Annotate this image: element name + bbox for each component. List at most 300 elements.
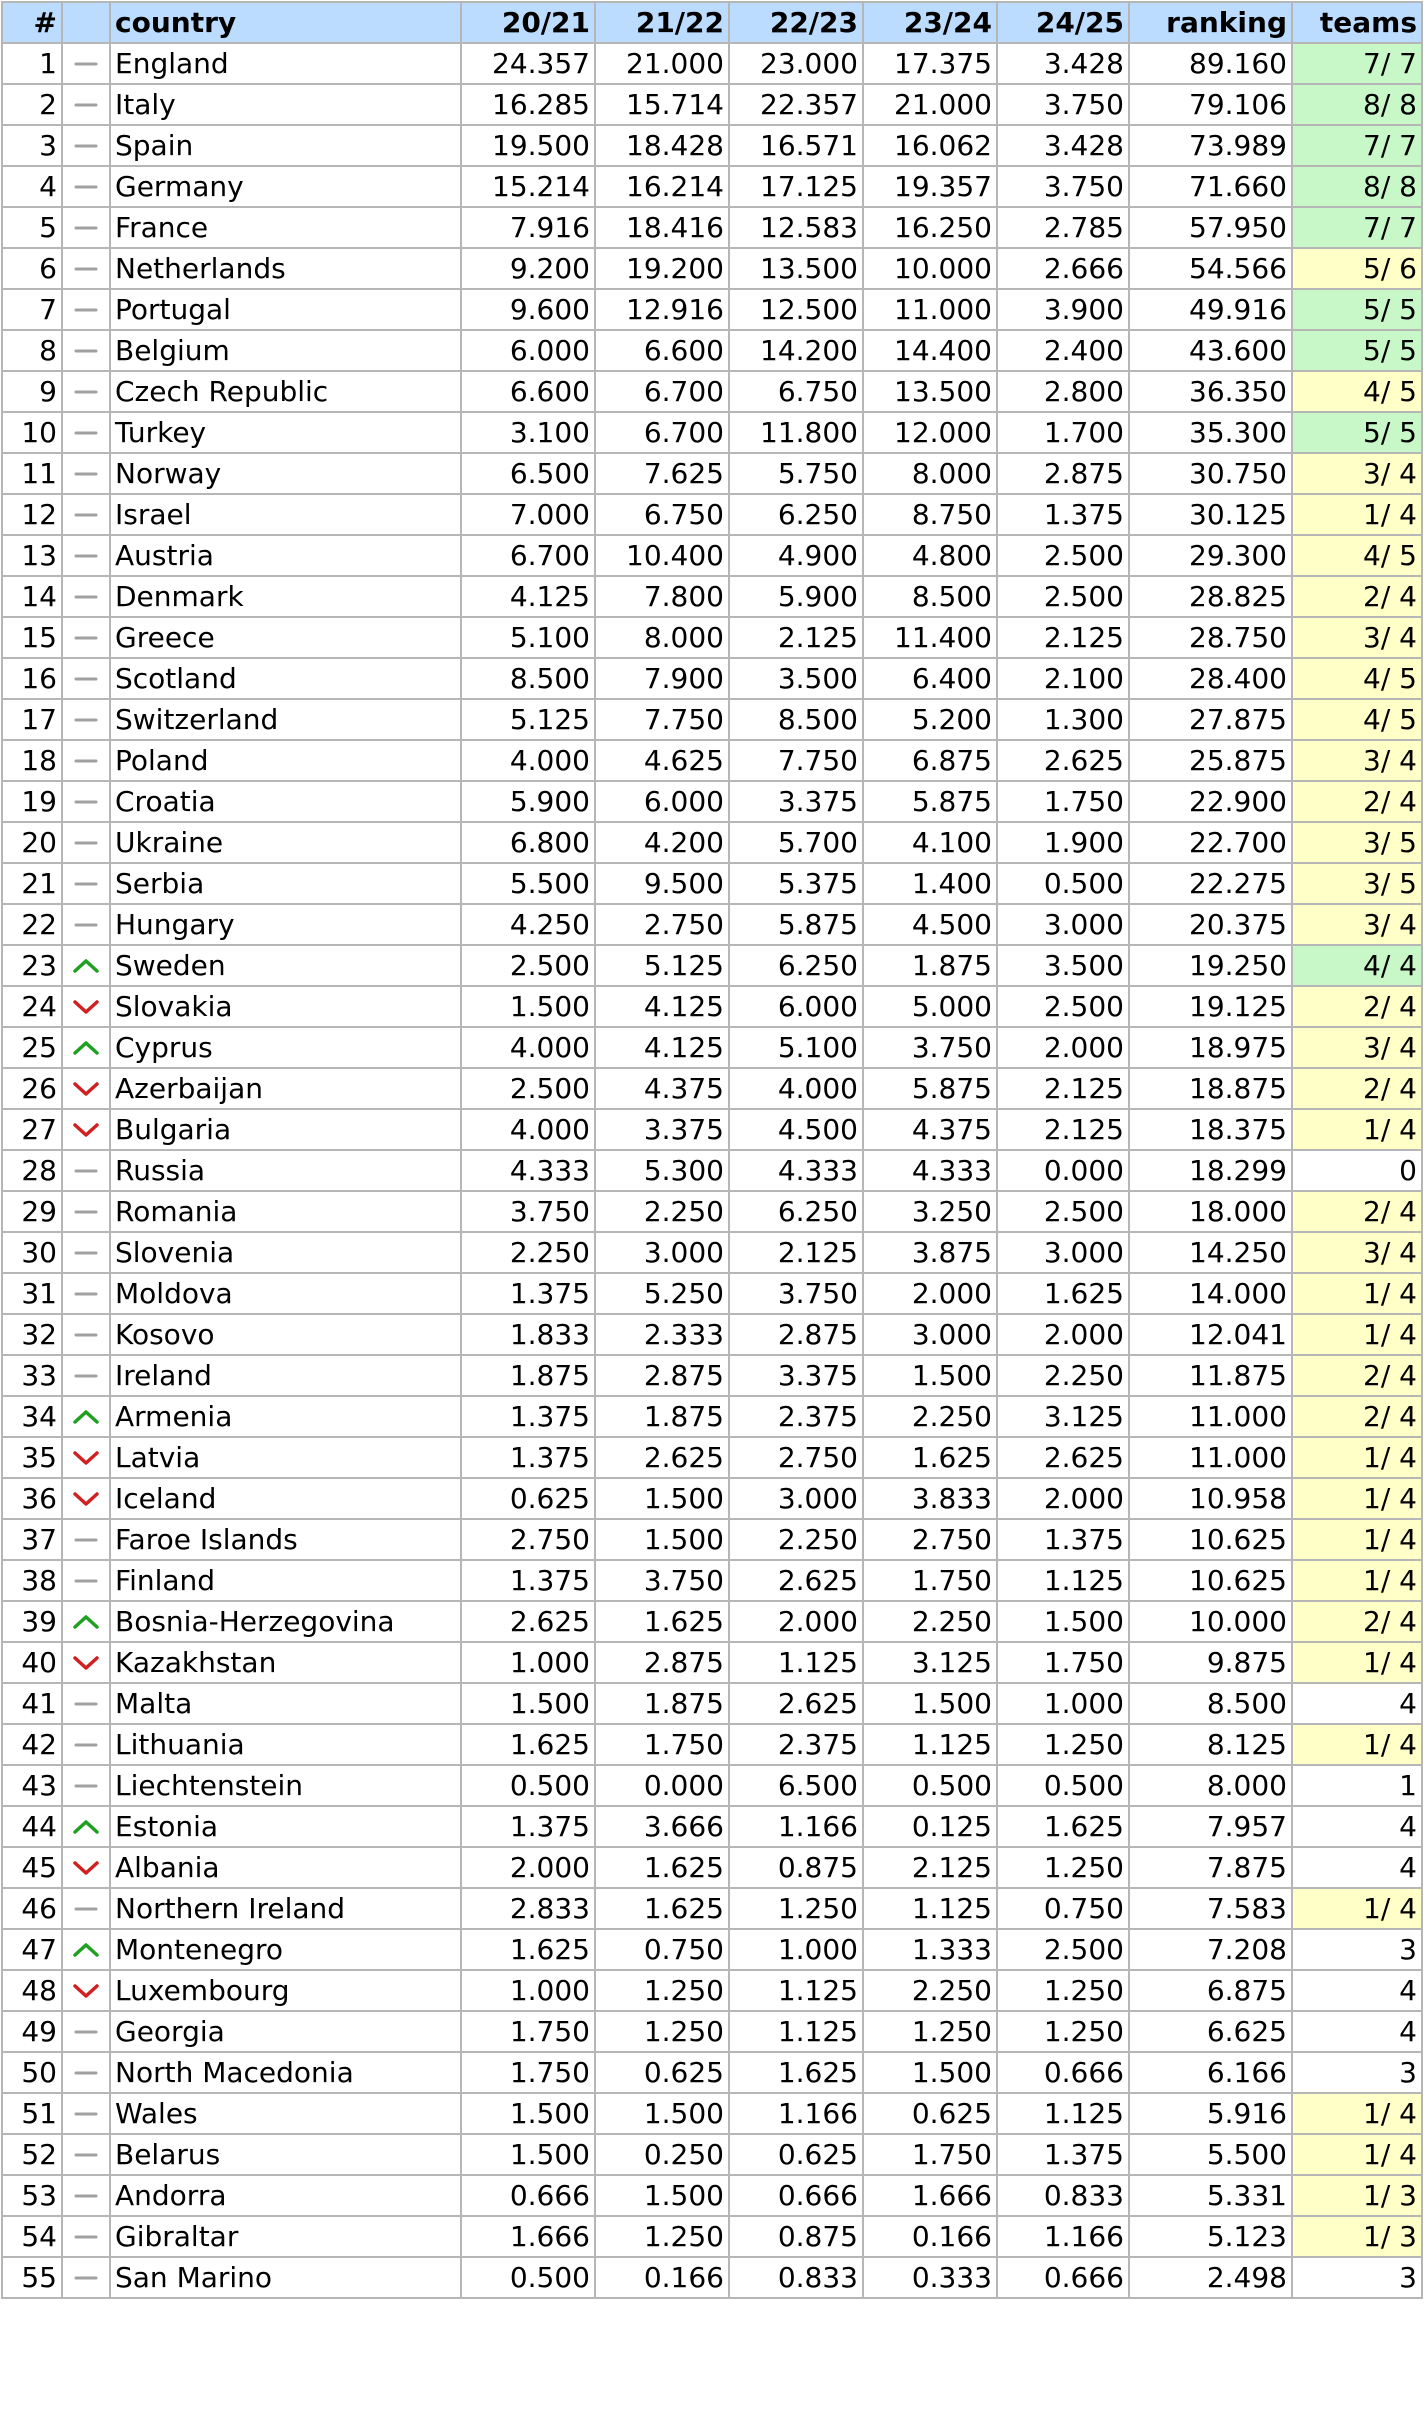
season-2024-25-cell: 2.000 bbox=[997, 1027, 1129, 1068]
table-row bbox=[2, 248, 1422, 289]
teams-cell: 7/ 7 bbox=[1292, 125, 1422, 166]
trend-cell bbox=[62, 2257, 110, 2298]
country-cell: Portugal bbox=[110, 289, 461, 330]
season-2022-23-cell: 16.571 bbox=[729, 125, 863, 166]
season-2022-23-cell: 3.375 bbox=[729, 781, 863, 822]
season-2020-21-cell: 2.500 bbox=[461, 1068, 595, 1109]
season-2021-22-cell: 1.750 bbox=[595, 1724, 729, 1765]
country-cell: Russia bbox=[110, 1150, 461, 1191]
season-2020-21-cell: 1.375 bbox=[461, 1437, 595, 1478]
country-cell: Moldova bbox=[110, 1273, 461, 1314]
trend-cell bbox=[62, 535, 110, 576]
season-2022-23-cell: 22.357 bbox=[729, 84, 863, 125]
season-2022-23-cell: 0.625 bbox=[729, 2134, 863, 2175]
table-row bbox=[2, 535, 1422, 576]
season-2022-23-cell: 5.900 bbox=[729, 576, 863, 617]
table-row bbox=[2, 740, 1422, 781]
season-2022-23-cell: 4.900 bbox=[729, 535, 863, 576]
season-2020-21-cell: 1.500 bbox=[461, 986, 595, 1027]
country-cell: Kosovo bbox=[110, 1314, 461, 1355]
season-2023-24-cell: 11.000 bbox=[863, 289, 997, 330]
trend-same-icon bbox=[71, 1899, 101, 1919]
trend-cell bbox=[62, 699, 110, 740]
season-2021-22-cell: 9.500 bbox=[595, 863, 729, 904]
table-row bbox=[2, 699, 1422, 740]
teams-cell: 1/ 4 bbox=[1292, 1724, 1422, 1765]
season-2022-23-cell: 6.500 bbox=[729, 1765, 863, 1806]
season-2020-21-cell: 3.750 bbox=[461, 1191, 595, 1232]
season-2021-22-cell: 0.750 bbox=[595, 1929, 729, 1970]
country-cell: Turkey bbox=[110, 412, 461, 453]
rank-cell: 30 bbox=[2, 1232, 62, 1273]
teams-cell: 4/ 4 bbox=[1292, 945, 1422, 986]
trend-cell bbox=[62, 453, 110, 494]
rank-cell: 2 bbox=[2, 84, 62, 125]
teams-cell: 1/ 4 bbox=[1292, 494, 1422, 535]
season-2021-22-cell: 18.428 bbox=[595, 125, 729, 166]
teams-cell: 1/ 3 bbox=[1292, 2216, 1422, 2257]
season-2021-22-cell: 2.625 bbox=[595, 1437, 729, 1478]
table-row bbox=[2, 1027, 1422, 1068]
season-2020-21-cell: 24.357 bbox=[461, 43, 595, 84]
season-2023-24-cell: 21.000 bbox=[863, 84, 997, 125]
season-2023-24-cell: 1.125 bbox=[863, 1888, 997, 1929]
season-2020-21-cell: 4.333 bbox=[461, 1150, 595, 1191]
country-cell: Israel bbox=[110, 494, 461, 535]
table-row bbox=[2, 781, 1422, 822]
country-cell: England bbox=[110, 43, 461, 84]
teams-cell: 3 bbox=[1292, 1929, 1422, 1970]
season-2022-23-cell: 4.000 bbox=[729, 1068, 863, 1109]
rank-cell: 31 bbox=[2, 1273, 62, 1314]
trend-same-icon bbox=[71, 2145, 101, 2165]
season-2022-23-cell: 17.125 bbox=[729, 166, 863, 207]
trend-same-icon bbox=[71, 505, 101, 525]
trend-cell bbox=[62, 863, 110, 904]
ranking-cell: 19.250 bbox=[1129, 945, 1292, 986]
trend-same-icon bbox=[71, 341, 101, 361]
season-2021-22-cell: 3.750 bbox=[595, 1560, 729, 1601]
season-2024-25-cell: 2.400 bbox=[997, 330, 1129, 371]
rank-cell: 11 bbox=[2, 453, 62, 494]
season-2020-21-cell: 6.000 bbox=[461, 330, 595, 371]
country-cell: Serbia bbox=[110, 863, 461, 904]
ranking-cell: 18.875 bbox=[1129, 1068, 1292, 1109]
teams-cell: 2/ 4 bbox=[1292, 1068, 1422, 1109]
teams-cell: 3/ 4 bbox=[1292, 617, 1422, 658]
teams-cell: 1/ 4 bbox=[1292, 1273, 1422, 1314]
table-row bbox=[2, 1724, 1422, 1765]
teams-cell: 4/ 5 bbox=[1292, 658, 1422, 699]
rank-cell: 16 bbox=[2, 658, 62, 699]
season-2020-21-cell: 6.500 bbox=[461, 453, 595, 494]
season-2023-24-cell: 1.875 bbox=[863, 945, 997, 986]
table-row bbox=[2, 1396, 1422, 1437]
ranking-cell: 54.566 bbox=[1129, 248, 1292, 289]
teams-cell: 1/ 4 bbox=[1292, 2093, 1422, 2134]
season-2024-25-cell: 0.833 bbox=[997, 2175, 1129, 2216]
season-2022-23-cell: 1.166 bbox=[729, 1806, 863, 1847]
season-2022-23-cell: 2.375 bbox=[729, 1396, 863, 1437]
rank-cell: 32 bbox=[2, 1314, 62, 1355]
teams-cell: 3/ 5 bbox=[1292, 822, 1422, 863]
season-2023-24-cell: 4.500 bbox=[863, 904, 997, 945]
season-2023-24-cell: 5.875 bbox=[863, 1068, 997, 1109]
season-2024-25-cell: 3.000 bbox=[997, 904, 1129, 945]
header-season-2022-23[interactable]: 22/23 bbox=[729, 2, 863, 43]
country-cell: Belgium bbox=[110, 330, 461, 371]
teams-cell: 5/ 6 bbox=[1292, 248, 1422, 289]
season-2024-25-cell: 3.428 bbox=[997, 125, 1129, 166]
table-row bbox=[2, 125, 1422, 166]
teams-cell: 1/ 4 bbox=[1292, 1888, 1422, 1929]
season-2022-23-cell: 1.166 bbox=[729, 2093, 863, 2134]
season-2024-25-cell: 1.125 bbox=[997, 2093, 1129, 2134]
country-cell: Slovenia bbox=[110, 1232, 461, 1273]
rank-cell: 38 bbox=[2, 1560, 62, 1601]
trend-same-icon bbox=[71, 1243, 101, 1263]
ranking-cell: 20.375 bbox=[1129, 904, 1292, 945]
table-row bbox=[2, 1273, 1422, 1314]
season-2020-21-cell: 1.750 bbox=[461, 2052, 595, 2093]
season-2022-23-cell: 0.666 bbox=[729, 2175, 863, 2216]
table-row bbox=[2, 2052, 1422, 2093]
trend-same-icon bbox=[71, 1284, 101, 1304]
season-2024-25-cell: 3.125 bbox=[997, 1396, 1129, 1437]
ranking-cell: 6.625 bbox=[1129, 2011, 1292, 2052]
rank-cell: 36 bbox=[2, 1478, 62, 1519]
season-2020-21-cell: 4.125 bbox=[461, 576, 595, 617]
season-2023-24-cell: 1.500 bbox=[863, 1355, 997, 1396]
table-row bbox=[2, 1478, 1422, 1519]
season-2024-25-cell: 1.000 bbox=[997, 1683, 1129, 1724]
season-2023-24-cell: 8.500 bbox=[863, 576, 997, 617]
trend-cell bbox=[62, 248, 110, 289]
country-cell: Malta bbox=[110, 1683, 461, 1724]
season-2022-23-cell: 5.875 bbox=[729, 904, 863, 945]
season-2024-25-cell: 1.500 bbox=[997, 1601, 1129, 1642]
ranking-cell: 7.208 bbox=[1129, 1929, 1292, 1970]
country-cell: Norway bbox=[110, 453, 461, 494]
season-2021-22-cell: 4.200 bbox=[595, 822, 729, 863]
rank-cell: 50 bbox=[2, 2052, 62, 2093]
teams-cell: 2/ 4 bbox=[1292, 781, 1422, 822]
season-2022-23-cell: 1.125 bbox=[729, 1970, 863, 2011]
rank-cell: 45 bbox=[2, 1847, 62, 1888]
season-2020-21-cell: 2.000 bbox=[461, 1847, 595, 1888]
ranking-cell: 7.875 bbox=[1129, 1847, 1292, 1888]
season-2020-21-cell: 1.666 bbox=[461, 2216, 595, 2257]
header-trend[interactable] bbox=[62, 2, 110, 43]
season-2022-23-cell: 1.625 bbox=[729, 2052, 863, 2093]
trend-cell bbox=[62, 1519, 110, 1560]
trend-cell bbox=[62, 1027, 110, 1068]
season-2022-23-cell: 12.500 bbox=[729, 289, 863, 330]
season-2021-22-cell: 0.625 bbox=[595, 2052, 729, 2093]
trend-cell bbox=[62, 84, 110, 125]
table-body bbox=[2, 43, 1422, 2298]
rank-cell: 19 bbox=[2, 781, 62, 822]
season-2021-22-cell: 15.714 bbox=[595, 84, 729, 125]
season-2024-25-cell: 1.250 bbox=[997, 1847, 1129, 1888]
season-2023-24-cell: 3.250 bbox=[863, 1191, 997, 1232]
season-2020-21-cell: 7.000 bbox=[461, 494, 595, 535]
country-cell: Wales bbox=[110, 2093, 461, 2134]
trend-cell bbox=[62, 1847, 110, 1888]
ranking-cell: 35.300 bbox=[1129, 412, 1292, 453]
trend-cell bbox=[62, 1888, 110, 1929]
header-season-2024-25[interactable]: 24/25 bbox=[997, 2, 1129, 43]
teams-cell: 3 bbox=[1292, 2052, 1422, 2093]
teams-cell: 7/ 7 bbox=[1292, 207, 1422, 248]
season-2022-23-cell: 3.000 bbox=[729, 1478, 863, 1519]
trend-cell bbox=[62, 945, 110, 986]
season-2024-25-cell: 1.700 bbox=[997, 412, 1129, 453]
rank-cell: 25 bbox=[2, 1027, 62, 1068]
table-row bbox=[2, 986, 1422, 1027]
rank-cell: 55 bbox=[2, 2257, 62, 2298]
table-row bbox=[2, 1929, 1422, 1970]
season-2024-25-cell: 1.625 bbox=[997, 1273, 1129, 1314]
season-2023-24-cell: 5.200 bbox=[863, 699, 997, 740]
season-2020-21-cell: 1.375 bbox=[461, 1396, 595, 1437]
season-2024-25-cell: 1.250 bbox=[997, 1724, 1129, 1765]
rank-cell: 54 bbox=[2, 2216, 62, 2257]
teams-cell: 1/ 4 bbox=[1292, 1642, 1422, 1683]
table-row bbox=[2, 1888, 1422, 1929]
ranking-cell: 6.875 bbox=[1129, 1970, 1292, 2011]
season-2021-22-cell: 3.666 bbox=[595, 1806, 729, 1847]
ranking-cell: 19.125 bbox=[1129, 986, 1292, 1027]
season-2020-21-cell: 6.700 bbox=[461, 535, 595, 576]
country-cell: Denmark bbox=[110, 576, 461, 617]
season-2021-22-cell: 1.500 bbox=[595, 1478, 729, 1519]
rank-cell: 4 bbox=[2, 166, 62, 207]
country-cell: Bulgaria bbox=[110, 1109, 461, 1150]
header-season-2023-24[interactable]: 23/24 bbox=[863, 2, 997, 43]
country-cell: Italy bbox=[110, 84, 461, 125]
season-2023-24-cell: 2.250 bbox=[863, 1396, 997, 1437]
season-2023-24-cell: 16.250 bbox=[863, 207, 997, 248]
season-2022-23-cell: 2.250 bbox=[729, 1519, 863, 1560]
season-2020-21-cell: 1.500 bbox=[461, 2093, 595, 2134]
teams-cell: 5/ 5 bbox=[1292, 412, 1422, 453]
trend-cell bbox=[62, 1478, 110, 1519]
trend-cell bbox=[62, 1396, 110, 1437]
rank-cell: 40 bbox=[2, 1642, 62, 1683]
header-teams[interactable]: teams bbox=[1292, 2, 1422, 43]
season-2023-24-cell: 0.625 bbox=[863, 2093, 997, 2134]
country-cell: Montenegro bbox=[110, 1929, 461, 1970]
header-season-2020-21[interactable]: 20/21 bbox=[461, 2, 595, 43]
trend-cell bbox=[62, 1560, 110, 1601]
trend-same-icon bbox=[71, 95, 101, 115]
season-2024-25-cell: 1.250 bbox=[997, 2011, 1129, 2052]
season-2022-23-cell: 6.000 bbox=[729, 986, 863, 1027]
season-2024-25-cell: 0.500 bbox=[997, 1765, 1129, 1806]
season-2023-24-cell: 2.000 bbox=[863, 1273, 997, 1314]
season-2021-22-cell: 2.750 bbox=[595, 904, 729, 945]
country-cell: Estonia bbox=[110, 1806, 461, 1847]
season-2021-22-cell: 3.000 bbox=[595, 1232, 729, 1273]
season-2020-21-cell: 4.000 bbox=[461, 740, 595, 781]
season-2024-25-cell: 2.125 bbox=[997, 1068, 1129, 1109]
trend-same-icon bbox=[71, 1735, 101, 1755]
trend-cell bbox=[62, 1068, 110, 1109]
ranking-cell: 18.975 bbox=[1129, 1027, 1292, 1068]
season-2020-21-cell: 1.875 bbox=[461, 1355, 595, 1396]
season-2021-22-cell: 18.416 bbox=[595, 207, 729, 248]
rank-cell: 43 bbox=[2, 1765, 62, 1806]
season-2020-21-cell: 9.200 bbox=[461, 248, 595, 289]
trend-same-icon bbox=[71, 546, 101, 566]
season-2020-21-cell: 0.500 bbox=[461, 2257, 595, 2298]
country-cell: Czech Republic bbox=[110, 371, 461, 412]
ranking-cell: 11.875 bbox=[1129, 1355, 1292, 1396]
season-2023-24-cell: 2.250 bbox=[863, 1601, 997, 1642]
country-cell: Azerbaijan bbox=[110, 1068, 461, 1109]
season-2021-22-cell: 8.000 bbox=[595, 617, 729, 658]
season-2023-24-cell: 0.500 bbox=[863, 1765, 997, 1806]
season-2021-22-cell: 16.214 bbox=[595, 166, 729, 207]
season-2021-22-cell: 1.875 bbox=[595, 1683, 729, 1724]
season-2022-23-cell: 23.000 bbox=[729, 43, 863, 84]
season-2022-23-cell: 5.375 bbox=[729, 863, 863, 904]
teams-cell: 3/ 4 bbox=[1292, 904, 1422, 945]
teams-cell: 3/ 4 bbox=[1292, 1027, 1422, 1068]
season-2020-21-cell: 1.375 bbox=[461, 1806, 595, 1847]
trend-down-icon bbox=[71, 1448, 101, 1468]
trend-same-icon bbox=[71, 792, 101, 812]
trend-same-icon bbox=[71, 423, 101, 443]
ranking-cell: 36.350 bbox=[1129, 371, 1292, 412]
country-cell: Andorra bbox=[110, 2175, 461, 2216]
country-cell: North Macedonia bbox=[110, 2052, 461, 2093]
country-cell: Greece bbox=[110, 617, 461, 658]
rank-cell: 9 bbox=[2, 371, 62, 412]
season-2021-22-cell: 6.700 bbox=[595, 371, 729, 412]
trend-cell bbox=[62, 43, 110, 84]
header-season-2021-22[interactable]: 21/22 bbox=[595, 2, 729, 43]
season-2024-25-cell: 1.750 bbox=[997, 1642, 1129, 1683]
season-2020-21-cell: 0.666 bbox=[461, 2175, 595, 2216]
season-2020-21-cell: 9.600 bbox=[461, 289, 595, 330]
trend-up-icon bbox=[71, 1817, 101, 1837]
season-2021-22-cell: 5.125 bbox=[595, 945, 729, 986]
table-row bbox=[2, 494, 1422, 535]
season-2023-24-cell: 5.000 bbox=[863, 986, 997, 1027]
trend-cell bbox=[62, 822, 110, 863]
teams-cell: 4 bbox=[1292, 2011, 1422, 2052]
trend-cell bbox=[62, 494, 110, 535]
season-2021-22-cell: 19.200 bbox=[595, 248, 729, 289]
trend-same-icon bbox=[71, 1202, 101, 1222]
trend-cell bbox=[62, 1970, 110, 2011]
season-2024-25-cell: 0.666 bbox=[997, 2052, 1129, 2093]
header-rank[interactable]: # bbox=[2, 2, 62, 43]
season-2023-24-cell: 10.000 bbox=[863, 248, 997, 289]
table-row bbox=[2, 289, 1422, 330]
header-country[interactable]: country bbox=[110, 2, 461, 43]
table-row bbox=[2, 1150, 1422, 1191]
season-2023-24-cell: 4.333 bbox=[863, 1150, 997, 1191]
trend-cell bbox=[62, 1806, 110, 1847]
season-2022-23-cell: 5.750 bbox=[729, 453, 863, 494]
season-2021-22-cell: 21.000 bbox=[595, 43, 729, 84]
season-2023-24-cell: 6.400 bbox=[863, 658, 997, 699]
trend-same-icon bbox=[71, 2063, 101, 2083]
teams-cell: 1/ 4 bbox=[1292, 2134, 1422, 2175]
ranking-cell: 10.958 bbox=[1129, 1478, 1292, 1519]
rank-cell: 27 bbox=[2, 1109, 62, 1150]
season-2021-22-cell: 12.916 bbox=[595, 289, 729, 330]
rank-cell: 28 bbox=[2, 1150, 62, 1191]
table-row bbox=[2, 1847, 1422, 1888]
season-2022-23-cell: 5.700 bbox=[729, 822, 863, 863]
trend-same-icon bbox=[71, 1325, 101, 1345]
trend-cell bbox=[62, 1437, 110, 1478]
season-2024-25-cell: 0.000 bbox=[997, 1150, 1129, 1191]
table-row bbox=[2, 822, 1422, 863]
season-2021-22-cell: 1.500 bbox=[595, 2175, 729, 2216]
header-ranking[interactable]: ranking bbox=[1129, 2, 1292, 43]
trend-cell bbox=[62, 1232, 110, 1273]
season-2022-23-cell: 2.625 bbox=[729, 1683, 863, 1724]
season-2020-21-cell: 4.250 bbox=[461, 904, 595, 945]
table-row bbox=[2, 1560, 1422, 1601]
teams-cell: 2/ 4 bbox=[1292, 1601, 1422, 1642]
ranking-cell: 12.041 bbox=[1129, 1314, 1292, 1355]
table-row bbox=[2, 1314, 1422, 1355]
season-2023-24-cell: 17.375 bbox=[863, 43, 997, 84]
trend-down-icon bbox=[71, 1981, 101, 2001]
trend-down-icon bbox=[71, 1858, 101, 1878]
season-2023-24-cell: 4.800 bbox=[863, 535, 997, 576]
teams-cell: 4 bbox=[1292, 1806, 1422, 1847]
country-cell: Luxembourg bbox=[110, 1970, 461, 2011]
season-2022-23-cell: 0.833 bbox=[729, 2257, 863, 2298]
season-2021-22-cell: 2.250 bbox=[595, 1191, 729, 1232]
season-2023-24-cell: 0.125 bbox=[863, 1806, 997, 1847]
season-2020-21-cell: 1.375 bbox=[461, 1273, 595, 1314]
ranking-cell: 14.000 bbox=[1129, 1273, 1292, 1314]
trend-same-icon bbox=[71, 2022, 101, 2042]
trend-same-icon bbox=[71, 874, 101, 894]
teams-cell: 2/ 4 bbox=[1292, 576, 1422, 617]
ranking-cell: 27.875 bbox=[1129, 699, 1292, 740]
season-2022-23-cell: 6.750 bbox=[729, 371, 863, 412]
rank-cell: 15 bbox=[2, 617, 62, 658]
rank-cell: 23 bbox=[2, 945, 62, 986]
season-2023-24-cell: 14.400 bbox=[863, 330, 997, 371]
season-2023-24-cell: 1.750 bbox=[863, 2134, 997, 2175]
teams-cell: 7/ 7 bbox=[1292, 43, 1422, 84]
season-2021-22-cell: 0.000 bbox=[595, 1765, 729, 1806]
country-cell: Croatia bbox=[110, 781, 461, 822]
season-2023-24-cell: 4.100 bbox=[863, 822, 997, 863]
season-2020-21-cell: 5.125 bbox=[461, 699, 595, 740]
teams-cell: 3 bbox=[1292, 2257, 1422, 2298]
trend-same-icon bbox=[71, 2104, 101, 2124]
country-cell: Slovakia bbox=[110, 986, 461, 1027]
season-2023-24-cell: 4.375 bbox=[863, 1109, 997, 1150]
teams-cell: 1/ 4 bbox=[1292, 1437, 1422, 1478]
trend-same-icon bbox=[71, 300, 101, 320]
rank-cell: 35 bbox=[2, 1437, 62, 1478]
season-2020-21-cell: 1.833 bbox=[461, 1314, 595, 1355]
country-cell: Bosnia-Herzegovina bbox=[110, 1601, 461, 1642]
teams-cell: 1 bbox=[1292, 1765, 1422, 1806]
